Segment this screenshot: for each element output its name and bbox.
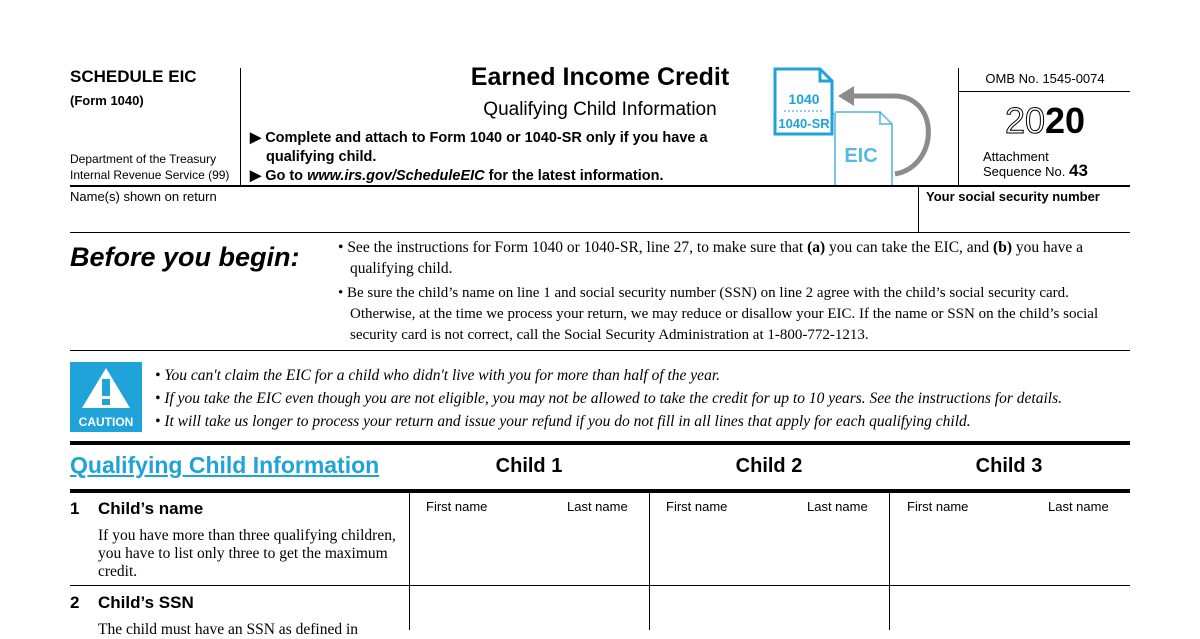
before-you-begin-heading: Before you begin: bbox=[70, 242, 300, 272]
line-2-description: The child must have an SSN as defined in bbox=[98, 621, 359, 638]
line-1-description: If you have more than three qualifying children, you have to list only three to get the maximum credit. bbox=[98, 527, 396, 580]
names-label: Name(s) shown on return bbox=[70, 189, 217, 204]
line-1-bottom-rule bbox=[70, 585, 1130, 586]
ssn-label: Your social security number bbox=[926, 189, 1100, 204]
attachment-sequence: Attachment Sequence No. 43 bbox=[983, 149, 1088, 180]
sequence-number: 43 bbox=[1069, 161, 1088, 180]
doc1-label-2: 1040-SR bbox=[778, 116, 830, 131]
caution-icon bbox=[70, 362, 142, 432]
list-item: • It will take us longer to process your return and issue your refund if you do not fill in all lines that apply for each qualifying child. bbox=[155, 413, 971, 430]
byb-bottom-rule bbox=[70, 350, 1130, 351]
form-subtitle: Qualifying Child Information bbox=[483, 99, 717, 120]
child-2-first-name-label: First name bbox=[666, 499, 728, 514]
child-3-heading: Child 3 bbox=[975, 455, 1043, 477]
child-3-ssn-input[interactable] bbox=[892, 590, 1128, 628]
column-divider bbox=[409, 493, 410, 630]
arrow-icon: ▶ bbox=[250, 168, 262, 184]
header-divider-left bbox=[240, 68, 241, 186]
list-item: • You can't claim the EIC for a child who didn't live with you for more than half of the year. bbox=[155, 367, 721, 384]
line-1-title: Child’s name bbox=[98, 499, 204, 518]
omb-divider bbox=[958, 91, 1130, 92]
instruction-1-cont: qualifying child. bbox=[266, 149, 377, 165]
child-1-first-name-label: First name bbox=[426, 499, 488, 514]
irs-link[interactable]: www.irs.gov/ScheduleEIC bbox=[307, 168, 485, 184]
column-divider bbox=[649, 493, 650, 630]
before-you-begin-list bbox=[338, 237, 1128, 346]
child-1-ssn-input[interactable] bbox=[412, 590, 646, 628]
line-2-title: Child’s SSN bbox=[98, 593, 194, 612]
section-title: Qualifying Child Information bbox=[70, 452, 380, 478]
list-item: • Be sure the child’s name on line 1 and social security number (SSN) on line 2 agree with the child’s social security card. Otherwise, at the time we process your return, we may reduce or disallow your EIC. If the name or SSN on the child’s social security card is not correct, call the Social Security Administration at 1-800-772-1213. bbox=[338, 285, 1099, 343]
arrow-icon: ▶ bbox=[250, 130, 262, 146]
child-1-heading: Child 1 bbox=[495, 455, 563, 477]
schedule-title: SCHEDULE EIC bbox=[70, 67, 197, 86]
omb-number: OMB No. 1545-0074 bbox=[985, 71, 1105, 86]
doc1-label-1: 1040 bbox=[788, 91, 820, 107]
ssn-divider bbox=[918, 186, 919, 233]
child-2-last-name-label: Last name bbox=[807, 499, 868, 514]
child-3-first-name-label: First name bbox=[907, 499, 969, 514]
caution-list bbox=[155, 364, 1145, 433]
header-divider-right bbox=[958, 68, 959, 186]
department-line-2: Internal Revenue Service (99) bbox=[70, 168, 230, 182]
child-1-name-input[interactable] bbox=[412, 518, 646, 582]
child-1-last-name-label: Last name bbox=[567, 499, 628, 514]
line-1-number: 1 bbox=[70, 499, 80, 518]
department-line-1: Department of the Treasury bbox=[70, 152, 217, 166]
caution-bottom-rule bbox=[70, 441, 1130, 445]
names-bottom-rule bbox=[70, 232, 1130, 233]
header-instructions bbox=[250, 129, 708, 186]
list-item: • See the instructions for Form 1040 or 1040-SR, line 27, to make sure that (a) you can take the EIC, and (b) you have a qualifying child. bbox=[338, 239, 1083, 277]
form-title: Earned Income Credit bbox=[470, 63, 730, 91]
warning-triangle-icon bbox=[70, 362, 142, 414]
ssn-input[interactable] bbox=[922, 206, 1128, 232]
column-divider bbox=[889, 493, 890, 630]
child-2-heading: Child 2 bbox=[735, 455, 803, 477]
child-2-ssn-input[interactable] bbox=[652, 590, 886, 628]
header-bottom-rule bbox=[70, 185, 1130, 187]
instruction-1: ▶ Complete and attach to Form 1040 or 1040-SR only if you have a bbox=[250, 130, 708, 146]
section-header-rule bbox=[70, 489, 1130, 493]
department bbox=[70, 151, 229, 183]
instruction-2: ▶ Go to www.irs.gov/ScheduleEIC for the latest information. bbox=[250, 168, 664, 184]
names-input[interactable] bbox=[70, 206, 915, 232]
attach-documents-icon bbox=[770, 66, 940, 190]
list-item: • If you take the EIC even though you are not eligible, you may not be allowed to take the credit for up to 10 years. See the instructions for details. bbox=[155, 390, 1062, 407]
tax-year: 2020 bbox=[1004, 100, 1086, 141]
child-2-name-input[interactable] bbox=[652, 518, 886, 582]
caution-label: CAUTION bbox=[78, 415, 134, 429]
child-3-last-name-label: Last name bbox=[1048, 499, 1109, 514]
doc2-label: EIC bbox=[844, 145, 878, 167]
form-reference: (Form 1040) bbox=[70, 93, 144, 108]
child-3-name-input[interactable] bbox=[892, 518, 1128, 582]
line-2-number: 2 bbox=[70, 593, 80, 612]
